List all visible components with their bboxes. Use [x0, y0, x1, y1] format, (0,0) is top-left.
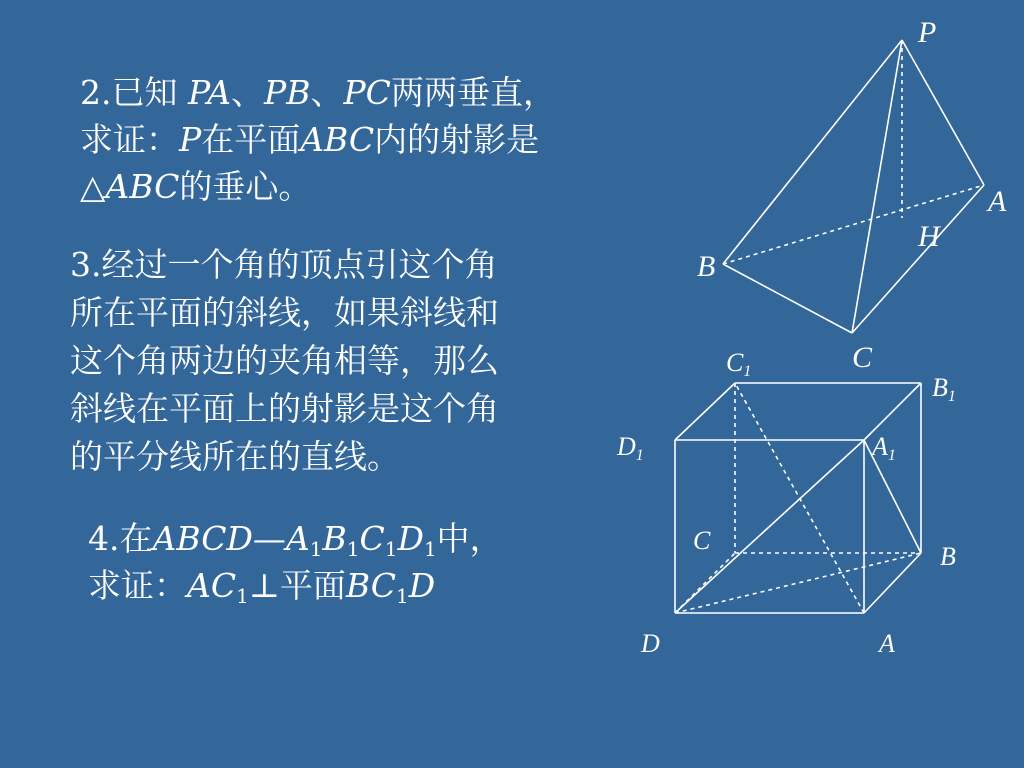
edge-PA — [902, 40, 984, 185]
label-B: B — [697, 250, 716, 283]
problem-2-line-3: △ABC的垂心。 — [80, 167, 312, 206]
edge-PB — [723, 40, 902, 264]
edge-PC — [852, 40, 902, 333]
problem-3-line-3: 这个角两边的夹角相等，那么 — [70, 341, 499, 380]
diagonal-AC1-hidden — [735, 383, 864, 613]
problem-4-line-2: 求证：$AC_1\perp$平面$BC_1D$ — [88, 566, 436, 608]
label-A: A — [988, 185, 1007, 218]
label-C: C — [852, 341, 873, 374]
label-D: D — [641, 629, 660, 658]
diagonal-DB-hidden — [675, 553, 921, 613]
label-C1: C1 — [726, 348, 752, 380]
label-D1: D1 — [617, 432, 644, 464]
problem-3-line-4: 斜线在平面上的射影是这个角 — [70, 389, 499, 428]
label-B: B — [940, 542, 956, 571]
label-A1: A1 — [872, 432, 896, 464]
label-P: P — [918, 16, 937, 49]
edge-BC — [723, 264, 852, 333]
problem-2-line-1: 2.已知 PA、PB、PC两两垂直， — [80, 73, 556, 112]
edge-C1D1 — [675, 383, 735, 440]
problem-3-line-2: 所在平面的斜线，如果斜线和 — [70, 293, 499, 332]
label-A: A — [879, 629, 895, 658]
cube-figure — [675, 383, 921, 613]
problem-2-line-2: 求证：P在平面ABC内的射影是 — [80, 120, 540, 159]
edge-AB — [864, 553, 921, 613]
pyramid-labels — [697, 16, 1007, 374]
label-C: C — [693, 526, 711, 555]
problem-3-line-5: 的平分线所在的直线。 — [70, 437, 400, 476]
pyramid-figure — [723, 40, 984, 333]
edge-CA — [852, 185, 984, 333]
problem-3-line-1: 3.经过一个角的顶点引这个角 — [70, 245, 498, 284]
edge-BA-hidden — [723, 185, 984, 264]
problem-4-line-1: 4.在$ABCD—A_1B_1C_1D_1$中， — [88, 519, 503, 561]
label-H: H — [918, 220, 940, 253]
label-B1: B1 — [932, 373, 956, 405]
cube-labels — [616, 348, 956, 658]
